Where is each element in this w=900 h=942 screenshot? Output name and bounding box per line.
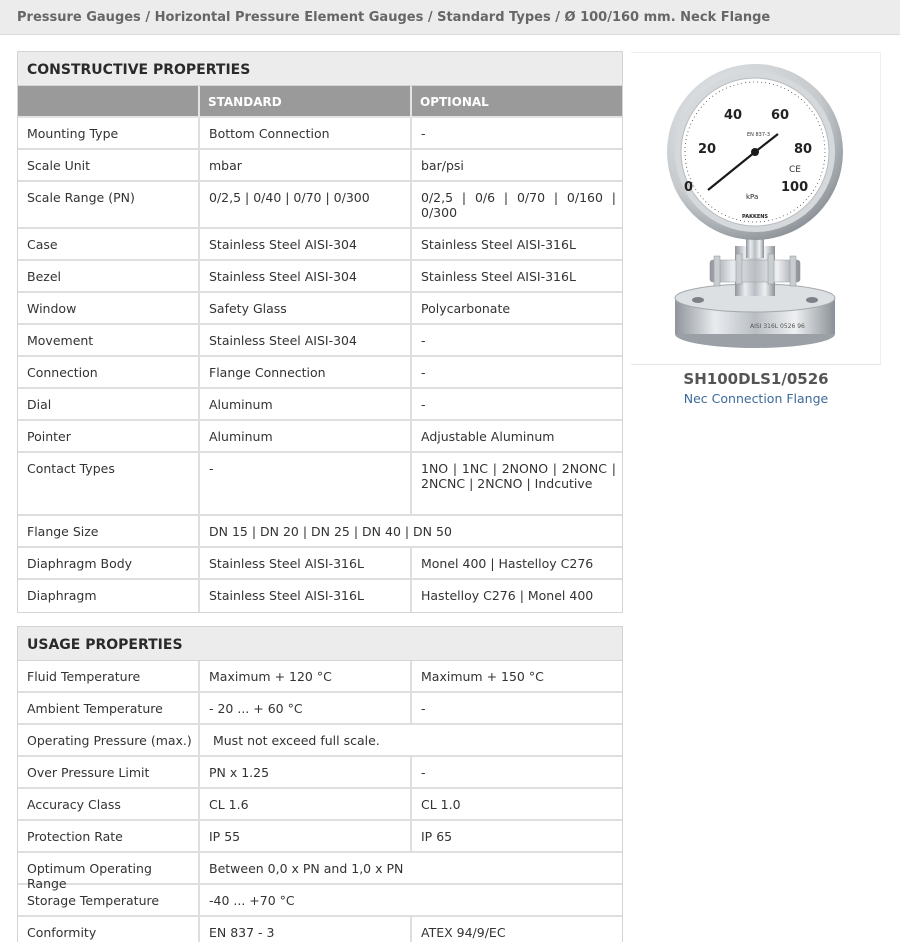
usage-properties-title: USAGE PROPERTIES [18, 627, 622, 661]
standard-value: Maximum + 120 °C [200, 661, 412, 691]
dial-number: 0 [684, 180, 694, 195]
spanning-value: Between 0,0 x PN and 1,0 x PN [209, 861, 404, 876]
breadcrumb[interactable]: Pressure Gauges / Horizontal Pressure Element Gauges / Standard Types / Ø 100/160 mm. Neck Flange [0, 0, 900, 35]
property-label: Pointer [18, 421, 200, 451]
dial-number: 80 [794, 142, 813, 157]
column-header-row [18, 86, 622, 118]
product-image[interactable] [650, 60, 860, 356]
property-label: Dial [18, 389, 200, 419]
standard-value: - 20 ... + 60 °C [200, 693, 412, 723]
optional-value: Hastelloy C276 | Monel 400 [421, 588, 594, 603]
property-label: Movement [18, 325, 200, 355]
property-label: Over Pressure Limit [18, 757, 200, 787]
flange-marking: AISI 316L 0526 96 [750, 323, 805, 330]
standard-value: - [200, 453, 412, 514]
product-divider [631, 364, 881, 365]
optional-value: bar/psi [421, 158, 464, 173]
dial-number: 40 [724, 108, 743, 123]
table-row [18, 516, 622, 548]
standard-value: IP 55 [200, 821, 412, 851]
table-row [18, 580, 622, 612]
optional-value: - [421, 765, 426, 780]
standard-value: EN 837 - 3 [200, 917, 412, 942]
table-row [18, 725, 622, 757]
standard-value: Stainless Steel AISI-304 [200, 261, 412, 291]
dial-number: 100 [781, 180, 809, 195]
standard-value: PN x 1.25 [200, 757, 412, 787]
spanning-value: Must not exceed full scale. [209, 733, 380, 748]
column-header-optional: OPTIONAL [420, 95, 489, 109]
table-row [18, 325, 622, 357]
property-label: Fluid Temperature [18, 661, 200, 691]
constructive-properties-table [17, 51, 623, 613]
table-row [18, 821, 622, 853]
table-row [18, 885, 622, 917]
standard-value: Safety Glass [200, 293, 412, 323]
unit-label: kPa [746, 193, 759, 201]
table-row [18, 693, 622, 725]
property-label: Storage Temperature [18, 885, 200, 915]
dial-number: 20 [698, 142, 717, 157]
standard-value: Flange Connection [200, 357, 412, 387]
standard-value: 0/2,5 | 0/40 | 0/70 | 0/300 [200, 182, 412, 227]
optional-value: Adjustable Aluminum [421, 429, 555, 444]
table-row [18, 853, 622, 891]
optional-value: - [421, 126, 426, 141]
table-row [18, 453, 622, 516]
property-label: Ambient Temperature [18, 693, 200, 723]
optional-value: 0/2,5 | 0/6 | 0/70 | 0/160 | 0/300 [421, 190, 616, 220]
property-label: Conformity [18, 917, 200, 942]
optional-value: - [421, 701, 426, 716]
table-row [18, 421, 622, 453]
optional-value: Polycarbonate [421, 301, 511, 316]
property-label: Operating Pressure (max.) [18, 725, 200, 755]
table-row [18, 118, 622, 150]
standard-value: mbar [200, 150, 412, 180]
dial-number: 60 [771, 108, 790, 123]
table-row [18, 150, 622, 182]
standard-value: Stainless Steel AISI-316L [200, 580, 412, 612]
optional-value: - [421, 397, 426, 412]
table-row [18, 182, 622, 229]
spanning-value: -40 ... +70 °C [209, 893, 295, 908]
spanning-value: DN 15 | DN 20 | DN 25 | DN 40 | DN 50 [209, 524, 452, 539]
standard-value: Bottom Connection [200, 118, 412, 148]
constructive-properties-title: CONSTRUCTIVE PROPERTIES [18, 52, 622, 86]
standard-value: CL 1.6 [200, 789, 412, 819]
table-row [18, 293, 622, 325]
property-label: Accuracy Class [18, 789, 200, 819]
column-header-property [18, 86, 200, 116]
table-row [18, 229, 622, 261]
property-label: Scale Unit [18, 150, 200, 180]
ce-mark: CE [789, 165, 801, 175]
optional-value: CL 1.0 [421, 797, 461, 812]
property-label: Optimum Operating Range [18, 853, 200, 883]
property-label: Diaphragm [18, 580, 200, 612]
property-label: Connection [18, 357, 200, 387]
table-row [18, 389, 622, 421]
property-label: Protection Rate [18, 821, 200, 851]
table-row [18, 357, 622, 389]
usage-properties-table [17, 626, 623, 942]
standard-mark: EN 837-3 [747, 132, 771, 138]
table-row [18, 261, 622, 293]
optional-value: Stainless Steel AISI-316L [421, 237, 576, 252]
table-row [18, 661, 622, 693]
optional-value: - [421, 365, 426, 380]
table-row [18, 757, 622, 789]
optional-value: 1NO | 1NC | 2NONO | 2NONC | 2NCNC | 2NCNO | Indcutive [421, 461, 616, 491]
standard-value: Stainless Steel AISI-316L [200, 548, 412, 578]
property-label: Scale Range (PN) [18, 182, 200, 227]
product-subtitle-link[interactable]: Nec Connection Flange [683, 391, 829, 406]
property-label: Case [18, 229, 200, 259]
optional-value: IP 65 [421, 829, 453, 844]
standard-value: Stainless Steel AISI-304 [200, 229, 412, 259]
optional-value: ATEX 94/9/EC [421, 925, 506, 940]
property-label: Bezel [18, 261, 200, 291]
optional-value: Stainless Steel AISI-316L [421, 269, 576, 284]
optional-value: Monel 400 | Hastelloy C276 [421, 556, 594, 571]
optional-value: Maximum + 150 °C [421, 669, 544, 684]
table-row [18, 917, 622, 942]
standard-value: Stainless Steel AISI-304 [200, 325, 412, 355]
table-row [18, 789, 622, 821]
standard-value: Aluminum [200, 389, 412, 419]
column-header-standard: STANDARD [200, 86, 412, 116]
standard-value: Aluminum [200, 421, 412, 451]
property-label: Mounting Type [18, 118, 200, 148]
property-label: Flange Size [18, 516, 200, 546]
property-label: Window [18, 293, 200, 323]
property-label: Contact Types [18, 453, 200, 514]
table-row [18, 548, 622, 580]
property-label: Diaphragm Body [18, 548, 200, 578]
brand-label: PAKKENS [742, 214, 769, 220]
optional-value: - [421, 333, 426, 348]
product-code: SH100DLS1/0526 [683, 370, 829, 388]
